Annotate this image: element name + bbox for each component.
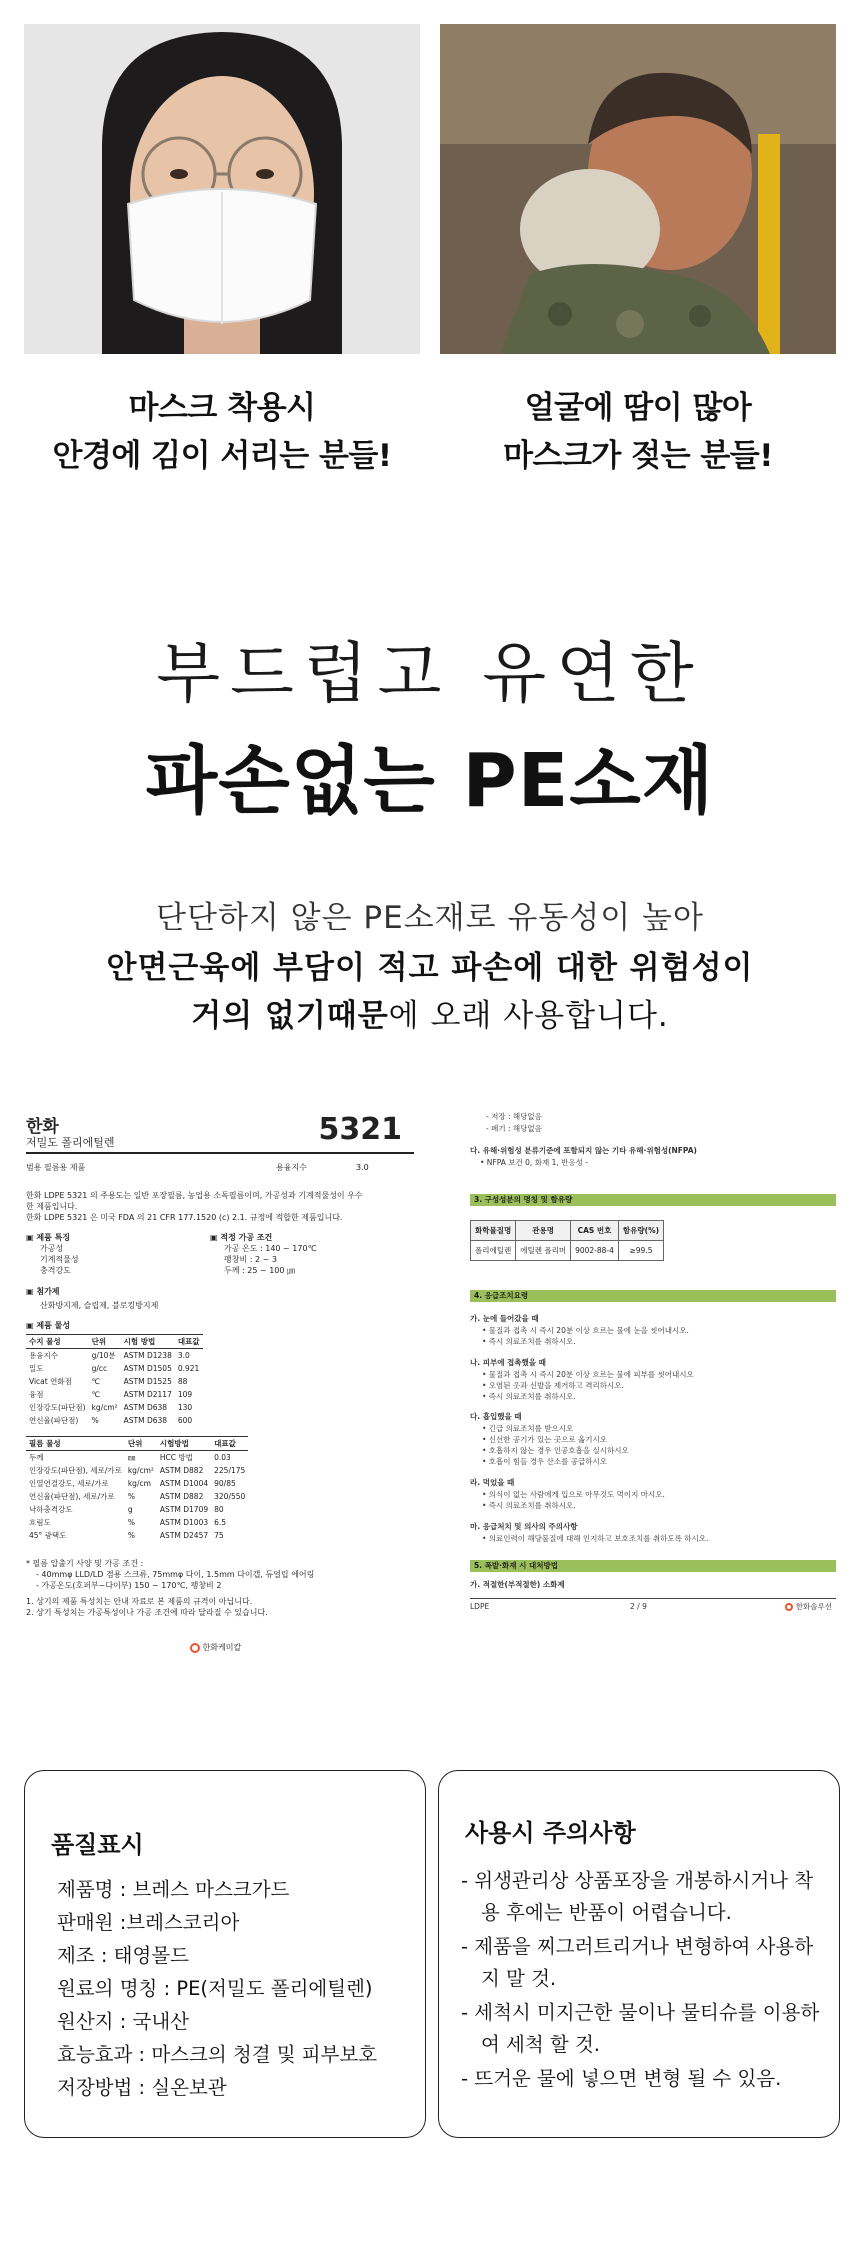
footer-page: 2 / 9 <box>630 1602 647 1611</box>
datasheet-desc2: 한 제품입니다. <box>26 1202 78 1211</box>
quality-item: 제조 : 태영몰드 <box>57 1944 189 1967</box>
features-title: ▣ 제품 특징 <box>26 1233 71 1242</box>
table-cell: 0.921 <box>177 1364 200 1373</box>
table-cell: 88 <box>177 1377 188 1386</box>
additives-text: 산화방지제, 슬립제, 블로킹방지제 <box>40 1301 159 1310</box>
table-row <box>26 1529 248 1542</box>
feature-1: 가공성 <box>40 1244 64 1253</box>
msds-line: • 즉시 의료조치를 취하시오. <box>482 1501 576 1510</box>
props-title: ▣ 제품 물성 <box>26 1321 71 1330</box>
table-cell: 두께 <box>29 1453 44 1462</box>
section-5-bar: 5. 폭발·화재 시 대처방법 <box>470 1560 836 1572</box>
headline-pe-material: 파손없는 PE소재 <box>145 738 715 824</box>
datasheet-grade: 5321 <box>318 1112 402 1147</box>
resin-header-cell: 시험 방법 <box>121 1335 175 1349</box>
msds-line: • NFPA 보건 0, 화재 1, 반응성 - <box>480 1158 588 1167</box>
table-cell: 융점 <box>29 1390 44 1399</box>
table-cell: 연신율(파단점), 세로/가로 <box>29 1492 115 1501</box>
msds-line: • 물질과 접촉 시 즉시 20분 이상 흐르는 물에 피부를 씻어내시오 <box>482 1370 694 1379</box>
table-cell: ASTM D2117 <box>123 1390 172 1399</box>
note-5: 2. 상기 특성치는 가공특성이나 가공 조건에 따라 달라질 수 있습니다. <box>26 1608 268 1617</box>
table-cell: ASTM D882 <box>159 1466 204 1475</box>
datasheet-rule <box>26 1152 414 1154</box>
table-cell: 6.5 <box>214 1518 227 1527</box>
table-cell: % <box>127 1492 135 1501</box>
table-cell: ASTM D638 <box>123 1403 168 1412</box>
note-4: 1. 상기의 제품 특성치는 안내 자료로 본 제품의 규격이 아닙니다. <box>26 1597 253 1606</box>
table-row <box>26 1388 203 1401</box>
resin-header-cell: 대표값 <box>175 1335 203 1349</box>
table-row <box>26 1401 203 1414</box>
msds-line: 라. 먹었을 때 <box>470 1478 515 1487</box>
msds-line: 다. 유해·위험성 분류기준에 포함되지 않는 기타 유해·위험성(NFPA) <box>470 1146 697 1155</box>
table-cell: 45° 광택도 <box>29 1531 67 1540</box>
table-cell: 3.0 <box>177 1351 190 1360</box>
table-cell: 흐림도 <box>29 1518 51 1527</box>
quality-title: 품질표시 <box>51 1831 144 1859</box>
hanwha-chemical-logo <box>190 1642 241 1653</box>
table-cell: ASTM D1505 <box>123 1364 172 1373</box>
composition-header <box>471 1221 664 1241</box>
soldier-illustration <box>440 24 836 354</box>
table-cell: % <box>91 1416 99 1425</box>
datasheet-desc3: 한화 LDPE 5321 은 미국 FDA 의 21 CFR 177.1520 (c) 2.1. 규정에 적합한 제품입니다. <box>26 1213 343 1222</box>
table-row <box>26 1362 203 1375</box>
quality-label-box <box>24 1770 426 2138</box>
caption-glasses-fog <box>24 384 420 480</box>
table-row <box>26 1477 248 1490</box>
note-2: - 40mmφ LLD/LD 겸용 스크류, 75mmφ 다이, 1.5mm 다이갭, 듀얼립 에어링 <box>36 1570 315 1579</box>
table-row <box>26 1516 248 1529</box>
comp-th: 화학물질명 <box>471 1221 516 1241</box>
caution-item: - 세척시 미지근한 물이나 물티슈를 이용하여 세척 할 것. <box>461 2001 820 2056</box>
caution-item: - 뜨거운 물에 넣으면 변형 될 수 있음. <box>461 2067 782 2090</box>
caution-title: 사용시 주의사항 <box>465 1819 636 1847</box>
caption-right-line1: 얼굴에 땀이 많아 <box>524 390 752 426</box>
table-cell: kg/cm² <box>127 1466 154 1475</box>
msds-line: 다. 흡입했을 때 <box>470 1412 522 1421</box>
woman-mask-illustration <box>24 24 420 354</box>
quality-item: 효능효과 : 마스크의 청결 및 피부보호 <box>57 2043 378 2066</box>
footer-ldpe: LDPE <box>470 1602 490 1611</box>
subtext-line3 <box>0 990 860 1035</box>
condition-1: 가공 온도 : 140 ~ 170℃ <box>224 1244 317 1253</box>
caution-item: - 위생관리상 상품포장을 개봉하시거나 착용 후에는 반품이 어렵습니다. <box>461 1869 814 1924</box>
table-row <box>26 1464 248 1477</box>
msds-line: • 즉시 의료조치를 취하시오. <box>482 1337 576 1346</box>
footer-logo-text: 한화케미칼 <box>202 1643 242 1652</box>
msds-line: • 호흡이 힘들 경우 산소를 공급하시오 <box>482 1457 608 1466</box>
section-3-bar: 3. 구성성분의 명칭 및 함유량 <box>470 1194 836 1206</box>
msds-page <box>450 1090 850 1670</box>
film-header-cell: 대표값 <box>211 1437 248 1451</box>
mi-label: 용융지수 <box>276 1163 307 1172</box>
table-cell: 용융지수 <box>29 1351 58 1360</box>
datasheet-brand: 한화 <box>26 1117 59 1137</box>
msds-line: - 저장 : 해당없음 <box>486 1112 542 1121</box>
msds-line: 나. 피부에 접촉했을 때 <box>470 1358 546 1367</box>
table-cell: 인장강도(파단점), 세로/가로 <box>29 1466 122 1475</box>
caution-box <box>438 1770 840 2138</box>
conditions-title: ▣ 적정 가공 조건 <box>210 1233 273 1242</box>
comp-td: 9002-88-4 <box>571 1241 619 1261</box>
comp-td: 폴리에틸렌 <box>471 1241 516 1261</box>
quality-item: 제품명 : 브레스 마스크가드 <box>57 1878 290 1901</box>
msds-line: 마. 응급처치 및 의사의 주의사항 <box>470 1522 578 1531</box>
table-cell: kg/cm² <box>91 1403 118 1412</box>
hanwha-logo-icon <box>190 1643 200 1653</box>
table-row <box>26 1349 203 1363</box>
footer-hanwha <box>785 1602 832 1612</box>
photo-woman-with-mask <box>24 24 420 354</box>
note-1: * 필름 압출기 사양 및 가공 조건 : <box>26 1559 144 1568</box>
msds-line: - 폐기 : 해당없음 <box>486 1124 542 1133</box>
hanwha-logo-icon <box>785 1603 793 1611</box>
composition-row <box>471 1241 664 1261</box>
comp-td: ≥99.5 <box>618 1241 663 1261</box>
table-row <box>26 1503 248 1516</box>
datasheet-desc1: 한화 LDPE 5321 의 주용도는 일반 포장필름, 농업용 소독필름이며, 가공성과 기계적물성이 우수 <box>26 1191 363 1200</box>
comp-td: 에틸렌 폴리머 <box>516 1241 571 1261</box>
film-header-cell: 시험방법 <box>157 1437 211 1451</box>
table-cell: 109 <box>177 1390 193 1399</box>
table-cell: g <box>127 1505 133 1514</box>
resin-properties-table <box>26 1334 203 1427</box>
msds-line: • 물질과 접촉 시 즉시 20분 이상 흐르는 물에 눈을 씻어내시오. <box>482 1326 689 1335</box>
table-cell: ASTM D1004 <box>159 1479 209 1488</box>
film-header-cell: 필름 물성 <box>26 1437 125 1451</box>
table-cell: 0.03 <box>214 1453 231 1462</box>
table-cell: 80 <box>214 1505 224 1514</box>
table-cell: ASTM D1709 <box>159 1505 209 1514</box>
table-cell: 낙하충격강도 <box>29 1505 73 1514</box>
film-properties-table <box>26 1436 248 1542</box>
msds-line: 가. 적절한(부적절한) 소화제 <box>470 1580 565 1589</box>
table-cell: Vicat 연화점 <box>29 1377 72 1386</box>
table-cell: ASTM D638 <box>123 1416 168 1425</box>
caption-left-line1: 마스크 착용시 <box>128 390 316 426</box>
film-header-row <box>26 1437 248 1451</box>
quality-list <box>57 1873 377 2104</box>
comp-th: 관용명 <box>516 1221 571 1241</box>
subtext-line1: 단단하지 않은 PE소재로 유동성이 높아 <box>156 900 704 936</box>
table-cell: 90/85 <box>214 1479 236 1488</box>
table-row <box>26 1490 248 1503</box>
quality-item: 원료의 명칭 : PE(저밀도 폴리에틸렌) <box>57 1977 373 2000</box>
table-row <box>26 1375 203 1388</box>
table-cell: 130 <box>177 1403 193 1412</box>
msds-line: • 즉시 의료조치를 취하시오. <box>482 1392 576 1401</box>
quality-item: 원산지 : 국내산 <box>57 2010 189 2033</box>
photo-soldier-sweating <box>440 24 836 354</box>
film-header-cell: 단위 <box>125 1437 157 1451</box>
msds-line: • 오염된 옷과 신발을 제거하고 격리하시오. <box>482 1381 624 1390</box>
category-text: 범용 필름용 제품 <box>26 1163 86 1172</box>
caption-right-line2: 마스크가 젖는 분들! <box>503 438 773 474</box>
table-cell: ℃ <box>91 1390 101 1399</box>
table-cell: ㎜ <box>127 1453 136 1462</box>
msds-line: • 의식이 없는 사람에게 입으로 아무것도 먹이지 마시오. <box>482 1490 665 1499</box>
mi-value: 3.0 <box>356 1163 369 1172</box>
resin-header-cell: 단위 <box>89 1335 121 1349</box>
subtext-line3-rest: 에 오래 사용합니다. <box>388 998 669 1034</box>
feature-3: 충격강도 <box>40 1266 71 1275</box>
condition-2: 팽창비 : 2 ~ 3 <box>224 1255 277 1264</box>
quality-item: 저장방법 : 실온보관 <box>57 2076 227 2099</box>
table-cell: ASTM D2457 <box>159 1531 209 1540</box>
datasheet-product: 저밀도 폴리에틸렌 <box>26 1136 115 1149</box>
caption-left-line2: 안경에 김이 서리는 분들! <box>52 438 392 474</box>
table-cell: 인장강도(파단점) <box>29 1403 86 1412</box>
comp-th: 함유량(%) <box>618 1221 663 1241</box>
comp-th: CAS 번호 <box>571 1221 619 1241</box>
table-cell: 밀도 <box>29 1364 44 1373</box>
section-4-bar: 4. 응급조치요령 <box>470 1290 836 1302</box>
caution-list <box>461 1865 827 2097</box>
msds-line: • 호흡하지 않는 경우 인공호흡을 실시하시오 <box>482 1446 629 1455</box>
table-cell: ASTM D882 <box>159 1492 204 1501</box>
subtext-line3-bold: 거의 없기때문 <box>191 998 389 1034</box>
caption-sweat <box>440 384 836 480</box>
table-cell: 연신율(파단점) <box>29 1416 79 1425</box>
table-cell: g/10분 <box>91 1351 116 1360</box>
datasheet-ldpe-5321 <box>20 1090 420 1670</box>
condition-3: 두께 : 25 ~ 100 ㎛ <box>224 1266 296 1275</box>
note-3: - 가공온도(호퍼부~다이부) 150 ~ 170℃, 팽창비 2 <box>36 1581 222 1590</box>
table-cell: 인열연결강도, 세로/가로 <box>29 1479 109 1488</box>
msds-footer <box>470 1598 836 1612</box>
resin-header-row <box>26 1335 203 1349</box>
table-cell: % <box>127 1531 135 1540</box>
feature-2: 기계적물성 <box>40 1255 79 1264</box>
table-cell: 225/175 <box>214 1466 246 1475</box>
subtext-line2 <box>0 942 860 987</box>
headline-soft-flexible: 부드럽고 유연한 <box>156 635 704 712</box>
table-cell: g/cc <box>91 1364 108 1373</box>
datasheet-category <box>26 1162 414 1173</box>
table-cell: ASTM D1238 <box>123 1351 172 1360</box>
subtext-line2-bold: 안면근육에 부담이 적고 파손에 대한 위험성이 <box>106 950 754 986</box>
table-cell: ℃ <box>91 1377 101 1386</box>
table-cell: 75 <box>214 1531 224 1540</box>
msds-line: • 의료인력이 해당물질에 대해 인지하고 보호조치를 취하도록 하시오. <box>482 1534 709 1543</box>
table-cell: HCC 방법 <box>159 1453 193 1462</box>
table-cell: 600 <box>177 1416 193 1425</box>
table-cell: 320/550 <box>214 1492 246 1501</box>
footer-logo-text: 한화솔루션 <box>795 1602 832 1611</box>
msds-line: • 신선한 공기가 있는 곳으로 옮기시오 <box>482 1435 608 1444</box>
table-row <box>26 1414 203 1427</box>
resin-header-cell: 수지 물성 <box>26 1335 89 1349</box>
msds-line: • 긴급 의료조치를 받으시오 <box>482 1424 574 1433</box>
table-cell: ASTM D1003 <box>159 1518 209 1527</box>
quality-item: 판매원 :브레스코리아 <box>57 1911 240 1934</box>
caution-item: - 제품을 찌그러트리거나 변형하여 사용하지 말 것. <box>461 1935 814 1990</box>
table-row <box>26 1451 248 1465</box>
composition-table <box>470 1220 664 1261</box>
table-cell: ASTM D1525 <box>123 1377 172 1386</box>
table-cell: kg/cm <box>127 1479 151 1488</box>
additives-title: ▣ 첨가제 <box>26 1287 60 1296</box>
msds-line: 가. 눈에 들어갔을 때 <box>470 1314 539 1323</box>
table-cell: % <box>127 1518 135 1527</box>
